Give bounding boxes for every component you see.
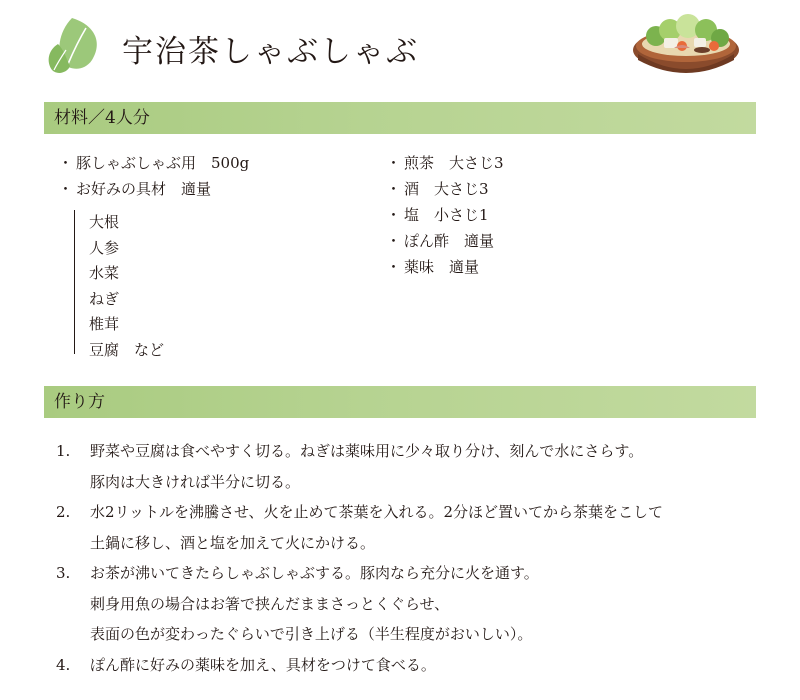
- step-text: お茶が沸いてきたらしゃぶしゃぶする。豚肉なら充分に火を通す。: [90, 564, 539, 582]
- list-item: ・ 酒 大さじ3: [386, 180, 489, 198]
- step-number: 4.: [56, 655, 71, 674]
- list-item: 椎茸: [89, 315, 120, 334]
- step-number: 2.: [56, 503, 71, 521]
- list-item: ・ お好みの具材 適量: [58, 180, 212, 198]
- list-item: ・ 豚しゃぶしゃぶ用 500g: [58, 154, 250, 172]
- list-item: 人参: [89, 238, 120, 257]
- step-number: 1.: [56, 442, 71, 460]
- step-1: [56, 436, 663, 497]
- page-title: 宇治茶しゃぶしゃぶ: [122, 34, 419, 70]
- step-text: 表面の色が変わったぐらいで引き上げる（半生程度がおいしい）。: [90, 625, 533, 643]
- method-steps: [56, 436, 663, 680]
- hotpot-illustration: [630, 10, 742, 76]
- step-3: [56, 558, 663, 650]
- step-2: [56, 497, 663, 558]
- step-number: 3.: [56, 564, 71, 582]
- ingredients-right-list: [386, 150, 504, 280]
- list-item: ねぎ: [89, 289, 120, 308]
- ingredients-left-list: [58, 150, 249, 202]
- list-item: ・ ぽん酢 適量: [386, 232, 495, 250]
- step-4: [56, 650, 663, 681]
- list-item: 水菜: [89, 264, 120, 283]
- ingredients-heading: 材料／4人分: [44, 102, 756, 134]
- step-text: 土鍋に移し、酒と塩を加えて火にかける。: [90, 533, 376, 552]
- list-item: ・ 薬味 適量: [386, 258, 480, 276]
- step-text: ぽん酢に好みの薬味を加え、具材をつけて食べる。: [90, 655, 436, 674]
- list-item: ・ 塩 小さじ1: [386, 206, 489, 224]
- tea-leaf-icon: [44, 14, 106, 76]
- optional-ingredients-list: [74, 210, 165, 359]
- step-text: 水2リットルを沸騰させ、火を止めて茶葉を入れる。2分ほど置いてから茶葉をこして: [90, 503, 664, 521]
- step-text: 野菜や豆腐は食べやすく切る。ねぎは薬味用に少々取り分け、刻んで水にさらす。: [90, 442, 644, 460]
- list-item: ・ 煎茶 大さじ3: [386, 154, 504, 172]
- step-text: 豚肉は大きければ半分に切る。: [90, 472, 301, 491]
- method-heading: 作り方: [44, 386, 756, 418]
- step-text: 刺身用魚の場合はお箸で挟んだままさっとくぐらせ、: [90, 594, 450, 613]
- list-item: 豆腐 など: [89, 340, 165, 359]
- list-item: 大根: [89, 213, 120, 231]
